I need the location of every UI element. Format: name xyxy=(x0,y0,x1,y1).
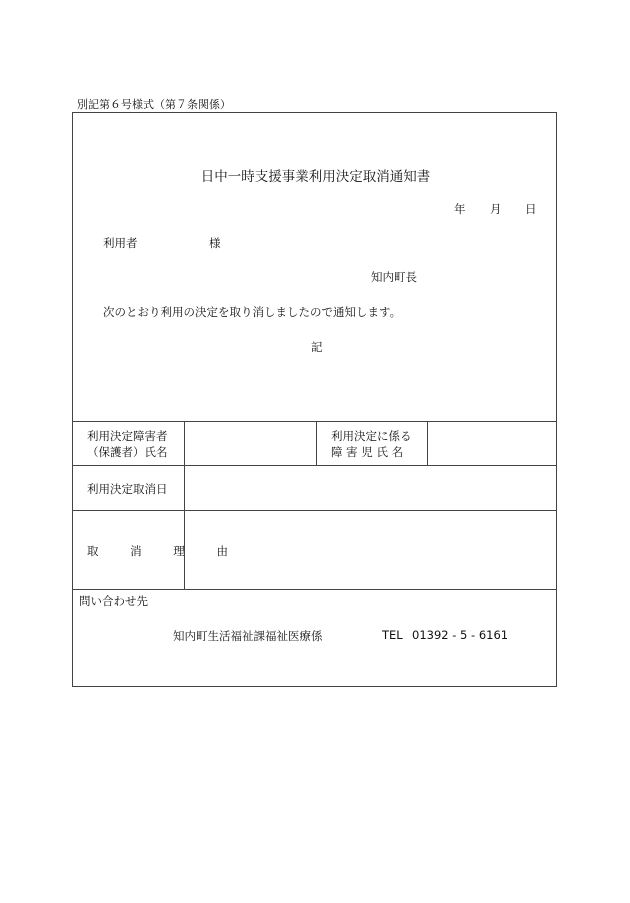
notice-body-text: 次のとおり利用の決定を取り消しましたので通知します。 xyxy=(103,305,402,319)
recipient-label: 利用者 xyxy=(103,236,138,250)
table-rule-3 xyxy=(73,589,556,590)
table-divider-left xyxy=(184,421,185,589)
cancellation-date-field[interactable] xyxy=(186,466,555,509)
document-title: 日中一時支援事業利用決定取消通知書 xyxy=(200,169,431,185)
cancellation-date-label: 利用決定取消日 xyxy=(87,482,168,496)
form-number-label: 別記第６号様式（第７条関係） xyxy=(77,98,231,111)
issuer-name: 知内町長 xyxy=(371,270,417,284)
contact-department: 知内町生活福祉課福祉医療係 xyxy=(173,629,323,643)
applicant-name-label-line2: （保護者）氏名 xyxy=(87,445,168,459)
applicant-name-field[interactable] xyxy=(186,422,315,464)
table-divider-right xyxy=(427,421,428,465)
table-divider-mid xyxy=(316,421,317,465)
contact-tel-label: TEL xyxy=(382,628,403,642)
date-day: 日 xyxy=(525,202,537,216)
applicant-name-label xyxy=(87,428,168,460)
cancellation-reason-label: 取 消 理 由 xyxy=(87,544,242,558)
child-name-label-line2: 障 害 児 氏 名 xyxy=(331,445,404,459)
date-year: 年 xyxy=(454,202,466,216)
ki-marker: 記 xyxy=(311,340,323,354)
applicant-name-label-line1: 利用決定障害者 xyxy=(87,429,168,443)
form-box xyxy=(72,112,557,687)
contact-heading: 問い合わせ先 xyxy=(79,594,148,608)
child-name-label-line1: 利用決定に係る xyxy=(331,429,412,443)
contact-tel-number: 01392 - 5 - 6161 xyxy=(412,628,509,642)
recipient-suffix: 様 xyxy=(209,236,221,250)
date-month: 月 xyxy=(490,202,502,216)
cancellation-reason-field[interactable] xyxy=(186,511,555,588)
child-name-label xyxy=(331,428,412,460)
child-name-field[interactable] xyxy=(429,422,555,464)
